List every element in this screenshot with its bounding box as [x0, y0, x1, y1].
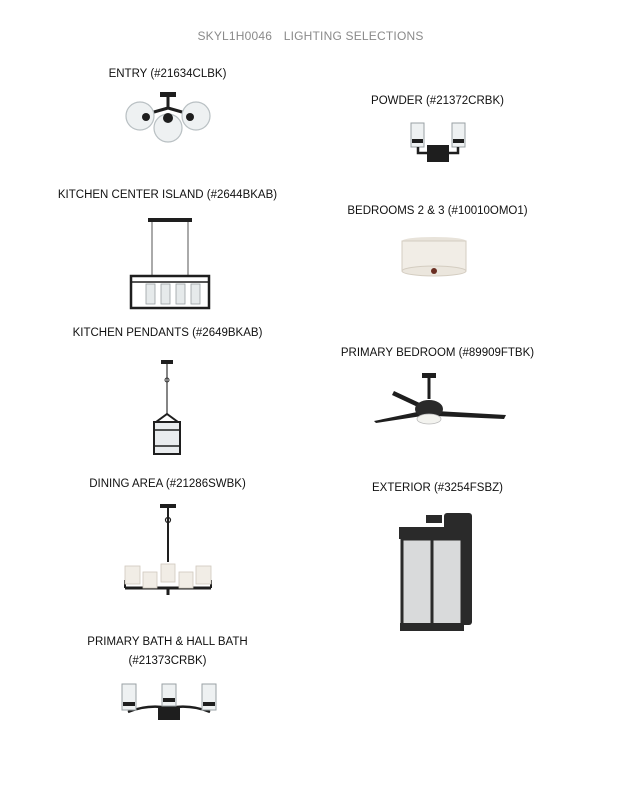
- bedrooms-label: BEDROOMS 2 & 3 (#10010OMO1): [347, 205, 528, 217]
- two-light-vanity-icon: [408, 121, 468, 163]
- ceiling-fan-icon: [372, 371, 508, 431]
- lantern-pendant-icon: [150, 358, 184, 458]
- page-title: LIGHTING SELECTIONS: [283, 29, 424, 43]
- dining-area-label: DINING AREA (#21286SWBK): [89, 478, 246, 490]
- exterior-label: EXTERIOR (#3254FSBZ): [371, 482, 503, 494]
- page-header: [0, 29, 621, 43]
- powder-label: POWDER (#21372CRBK): [371, 95, 504, 107]
- primary-bath-label-line1: PRIMARY BATH & HALL BATH: [87, 636, 248, 648]
- outdoor-wall-lantern-icon: [396, 511, 476, 637]
- primary-bath-label: [60, 633, 275, 671]
- kitchen-center-island-label: KITCHEN CENTER ISLAND (#2644BKAB): [57, 189, 278, 201]
- kitchen-pendants-label: KITCHEN PENDANTS (#2649BKAB): [72, 327, 263, 339]
- linear-cage-chandelier-icon: [128, 216, 212, 312]
- primary-bedroom-label: PRIMARY BEDROOM (#89909FTBK): [340, 347, 535, 359]
- project-code: SKYL1H0046: [197, 29, 273, 43]
- primary-bath-label-line2: (#21373CRBK): [128, 655, 207, 667]
- drum-flush-mount-icon: [400, 235, 468, 279]
- shaded-chandelier-icon: [122, 502, 214, 598]
- three-light-vanity-icon: [118, 682, 220, 722]
- semi-flush-globe-fixture-icon: [122, 92, 214, 150]
- entry-label: ENTRY (#21634CLBK): [108, 68, 227, 80]
